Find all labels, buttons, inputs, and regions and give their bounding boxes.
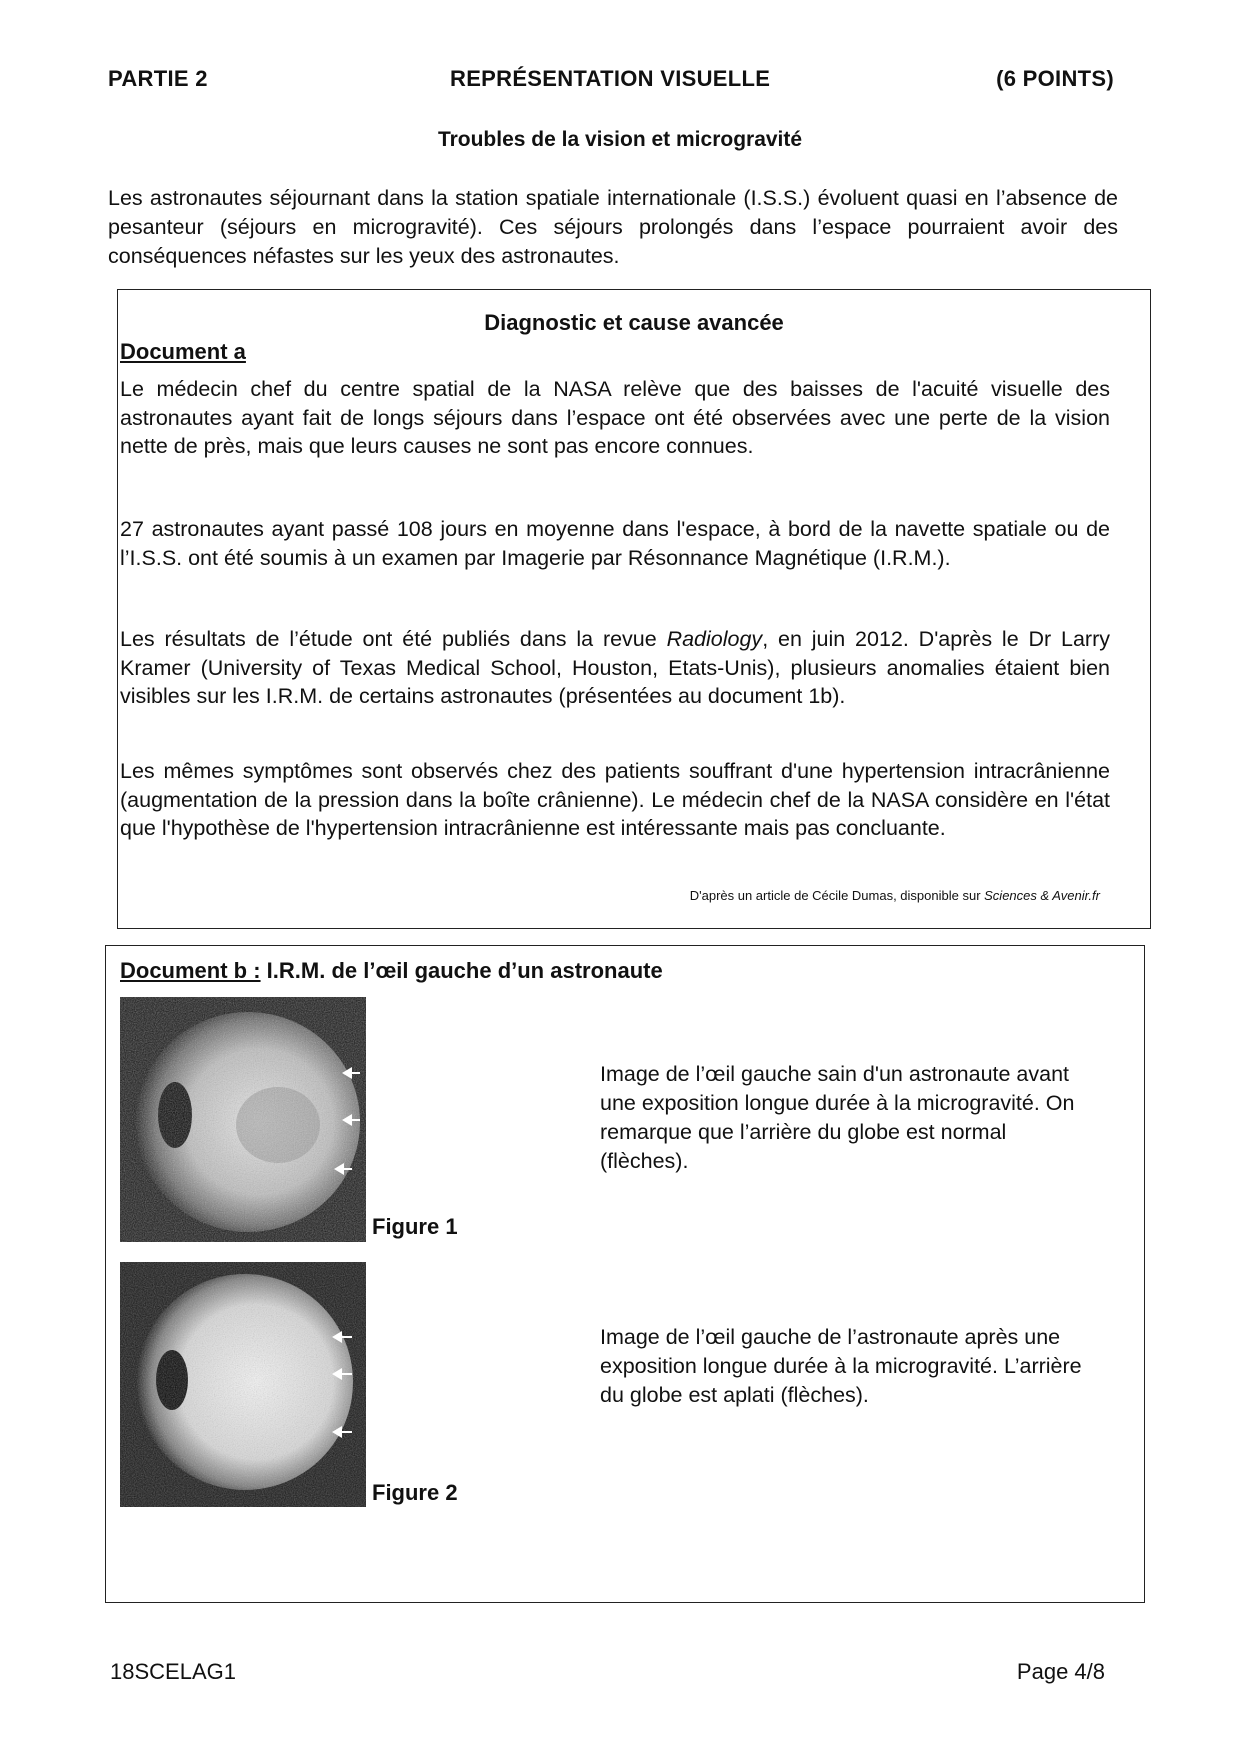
document-a-paragraph-4: Les mêmes symptômes sont observés chez des patients souffrant d'une hypertension intracrânienne (augmentation de la pression dans la boîte crânienne). Le médecin chef de la NASA considère en l'état que l'hypothèse de l'hypertension intracrânienne est intéressante mais pas concluante. [120,759,1110,841]
header-points: (6 POINTS) [996,66,1114,91]
header-section: REPRÉSENTATION VISUELLE [450,66,771,91]
source-site: Sciences & Avenir.fr [984,888,1100,903]
mri-figure-1-image [120,997,366,1242]
figure-2-label: Figure 2 [372,1480,458,1505]
document-a-paragraph-2: 27 astronautes ayant passé 108 jours en moyenne dans l'espace, à bord de la navette spatiale ou de l’I.S.S. ont été soumis à un examen par Imagerie par Résonnance Magnétique (I.R.M.). [120,517,1110,570]
p3-before: Les résultats de l’étude ont été publiés dans la revue [120,627,667,651]
figure-1-label: Figure 1 [372,1214,458,1239]
p3-journal: Radiology [666,627,763,651]
figure-1-description: Image de l’œil gauche sain d'un astronaute avant une exposition longue durée à la microgravité. On remarque que l’arrière du globe est normal (flèches). [600,1062,1075,1173]
mri-figure-2-image [120,1262,366,1507]
source-prefix: D'après un article de Cécile Dumas, disponible sur [689,888,985,903]
document-a-paragraph-1: Le médecin chef du centre spatial de la NASA relève que des baisses de l'acuité visuelle des astronautes ayant fait de longs séjours dans l’espace ont été observées avec une perte de la vision nette de près, mais que leurs causes ne sont pas encore connues. [120,377,1110,459]
header-partie: PARTIE 2 [108,66,208,91]
document-b-title [120,958,663,984]
p3-after: , en juin 2012. D'après le Dr Larry Kramer (University of Texas Medical School, Houston, Etats-Unis), plusieurs anomalies étaient bien visibles sur les I.R.M. de certains astronautes (présentées au document 1b). [120,627,1110,709]
document-a-source [690,888,1100,903]
document-a-paragraph-3 [120,625,1110,711]
figure-2-description: Image de l’œil gauche de l’astronaute après une exposition longue durée à la microgravité. L’arrière du globe est aplati (flèches). [600,1325,1082,1407]
page-subtitle: Troubles de la vision et microgravité [437,128,803,151]
document-b-heading: I.R.M. de l’œil gauche d’un astronaute [260,958,663,983]
footer-page-number: Page 4/8 [1016,1659,1105,1684]
document-b-label: Document b : [120,958,261,983]
intro-paragraph: Les astronautes séjournant dans la station spatiale internationale (I.S.S.) évoluent quasi en l’absence de pesanteur (séjours en microgravité). Ces séjours prolongés dans l’espace pourraient avoir des conséquences néfastes sur les yeux des astronautes. [108,186,1118,268]
footer-code: 18SCELAG1 [110,1659,236,1684]
document-a-label: Document a [120,339,246,364]
document-a-title: Diagnostic et cause avancée [484,310,784,335]
